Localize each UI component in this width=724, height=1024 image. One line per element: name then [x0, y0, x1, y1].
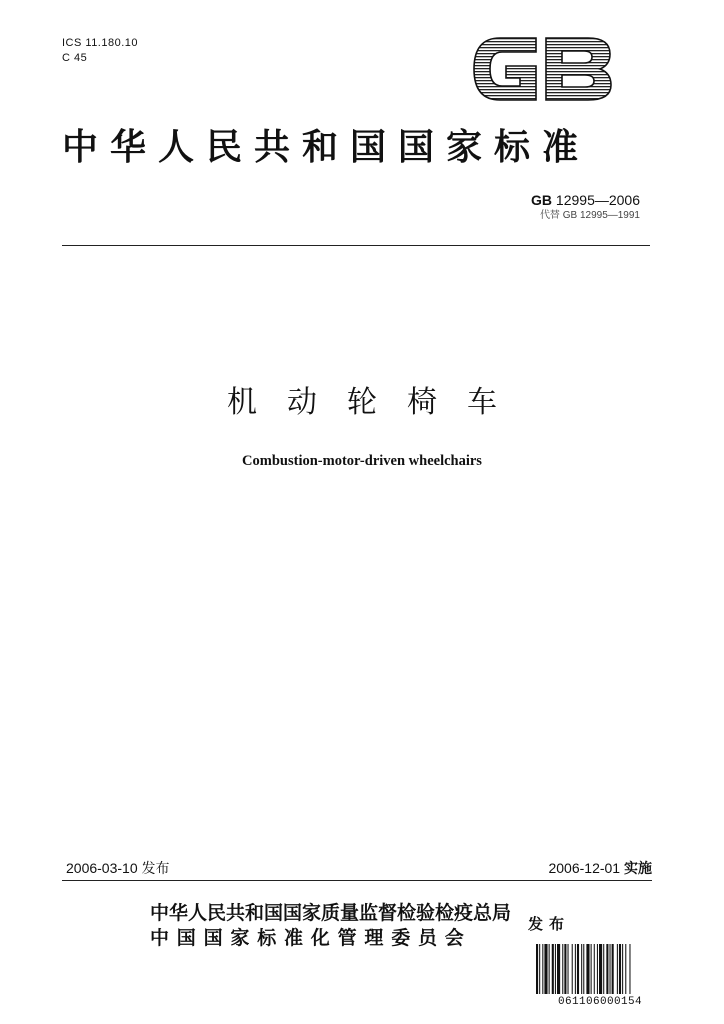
standard-prefix: GB — [531, 192, 553, 208]
barcode-bar — [562, 944, 563, 994]
barcode-bar — [603, 944, 604, 994]
bottom-divider — [62, 880, 652, 881]
barcode-bar — [594, 944, 595, 994]
barcode-bar — [577, 944, 579, 994]
barcode-bar — [555, 944, 556, 994]
barcode-bar — [549, 944, 550, 994]
barcode-bar — [610, 944, 611, 994]
effective-date-line — [470, 858, 652, 878]
barcode-bar — [544, 944, 547, 994]
publish-label: 发布 — [528, 915, 571, 933]
barcode-bar — [619, 944, 621, 994]
barcode-bar — [591, 944, 592, 994]
issued-label: 发布 — [141, 860, 170, 876]
document-english-name: Combustion-motor-driven wheelchairs — [242, 453, 482, 469]
top-divider — [62, 245, 650, 246]
barcode-bar — [597, 944, 598, 994]
document-chinese-name: 机动轮椅车 — [227, 385, 527, 420]
barcode-bar — [599, 944, 602, 994]
barcode-bar — [552, 944, 554, 994]
ics-code: ICS 11.180.10 — [62, 37, 139, 49]
issued-date: 2006-03-10 — [66, 860, 138, 876]
issued-date-line — [66, 858, 170, 878]
effective-date: 2006-12-01 — [548, 860, 621, 876]
barcode-bar — [572, 944, 573, 994]
barcode-bar — [622, 944, 623, 994]
issuer-aqsiq: 中华人民共和国国家质量监督检验检疫总局 — [150, 902, 512, 924]
classification-codes — [62, 36, 138, 66]
barcode-bar — [617, 944, 618, 994]
barcode-bar — [568, 944, 569, 994]
barcode-bar — [586, 944, 589, 994]
effective-label: 实施 — [624, 860, 652, 876]
barcode-bar — [564, 944, 566, 994]
barcode-bar — [542, 944, 543, 994]
barcode-bar — [629, 944, 630, 994]
barcode-bar — [625, 944, 626, 994]
standard-number — [470, 192, 640, 208]
barcode-bar — [606, 944, 608, 994]
barcode — [536, 944, 664, 994]
barcode-bar — [612, 944, 614, 994]
barcode-bar — [536, 944, 538, 994]
replaces-standard: 代替 GB 12995—1991 — [539, 210, 640, 221]
barcode-number: 061106000154 — [557, 996, 642, 1008]
standard-code: 12995—2006 — [555, 192, 640, 208]
main-title: 中华人民共和国国家标准 — [62, 126, 591, 168]
ccs-code: C 45 — [62, 52, 88, 64]
barcode-bar — [575, 944, 576, 994]
barcode-bar — [539, 944, 540, 994]
issuer-sac: 中国国家标准化管理委员会 — [150, 927, 472, 949]
gb-logo — [470, 32, 615, 106]
barcode-bar — [581, 944, 582, 994]
barcode-bar — [583, 944, 584, 994]
barcode-bar — [557, 944, 560, 994]
